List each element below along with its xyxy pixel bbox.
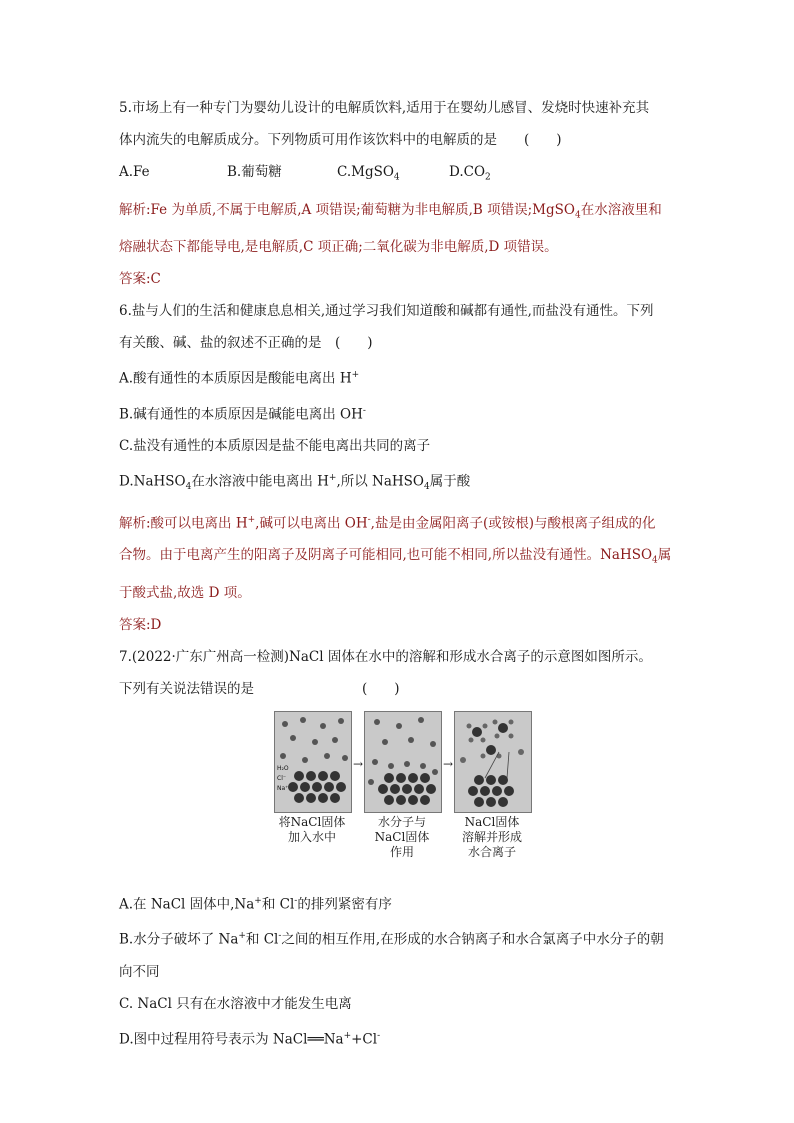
q5-option-c: C.MgSO$_4$ (337, 164, 400, 183)
q7-option-b-line1: B.水分子破坏了 Na+和 Cl-之间的相互作用,在形成的水合钠离子和水合氯离子中水分子的朝 (119, 931, 664, 948)
caption-panel-3: NaCl固体 溶解并形成 水合离子 (461, 814, 522, 859)
q5-option-b: B.葡萄糖 (227, 164, 282, 180)
q7-option-b-line2: 向不同 (119, 963, 160, 980)
panel-2-illustration (365, 712, 441, 812)
q7-stem-line1: 7.(2022·广东广州高一检测)NaCl 固体在水中的溶解和形成水合离子的示意图如图所示。 (119, 648, 652, 665)
q6-analysis-line1: 解析:酸可以电离出 H+,碱可以电离出 OH-,盐是由金属阳离子(或铵根)与酸根离子组成的化 (119, 514, 656, 532)
q6-option-d: D.NaHSO$_4$在水溶液中能电离出 H+,所以 NaHSO$_4$属于酸 (119, 473, 471, 493)
q5-analysis-line2: 熔融状态下都能导电,是电解质,C 项正确;二氧化碳为非电解质,D 项错误。 (119, 239, 558, 256)
q7-stem-line2: 下列有关说法错误的是 ( ) (119, 680, 400, 697)
caption-panel-1: 将NaCl固体 加入水中 (278, 814, 346, 844)
document-page (119, 92, 679, 1055)
q6-option-b: B.碱有通性的本质原因是碱能电离出 OH- (119, 405, 366, 423)
q5-stem-line1: 5.市场上有一种专门为婴幼儿设计的电解质饮料,适用于在婴幼儿感冒、发烧时快速补充其 (119, 100, 650, 116)
q6-stem-line2: 有关酸、碱、盐的叙述不正确的是 ( ) (119, 335, 373, 352)
q7-option-c: C. NaCl 只有在水溶液中才能发生电离 (119, 995, 352, 1012)
q7-option-d: D.图中过程用符号表示为 NaCl══Na++Cl- (119, 1030, 381, 1048)
q6-option-a: A.酸有通性的本质原因是酸能电离出 H+ (119, 370, 360, 387)
q5-stem-line2: 体内流失的电解质成分。下列物质可用作该饮料中的电解质的是 ( ) (119, 132, 562, 148)
q6-option-c: C.盐没有通性的本质原因是盐不能电离出共同的离子 (119, 438, 431, 455)
q5-option-d: $D.CO_2$ (449, 164, 491, 183)
q6-answer: 答案:D (119, 616, 162, 633)
q5-analysis-line1: 解析:Fe 为单质,不属于电解质,A 项错误;葡萄糖为非电解质,B 项错误;MgSO$_4$在水溶液里和 (119, 201, 662, 221)
panel-nacl-added (274, 711, 352, 813)
caption-panel-2: 水分子与 NaCl固体 作用 (374, 814, 430, 859)
q5-answer: 答案:C (119, 271, 161, 288)
nacl-dissolution-figure (119, 711, 679, 881)
label-h2o: H₂O (277, 764, 289, 772)
panel-water-interaction (364, 711, 442, 813)
label-cl: Cl⁻ (277, 774, 287, 782)
q5-option-a: A.Fe (119, 164, 150, 180)
label-na: Na⁺ (277, 784, 289, 792)
arrow-right-icon: → (443, 756, 454, 771)
panel-1-illustration (275, 712, 351, 812)
q7-option-a: A.在 NaCl 固体中,Na+和 Cl-的排列紧密有序 (119, 895, 392, 913)
q6-analysis-line3: 于酸式盐,故选 D 项。 (119, 584, 251, 601)
q5-options (119, 156, 679, 194)
q6-analysis-line2: 合物。由于电离产生的阳离子及阴离子可能相同,也可能不相同,所以盐没有通性。NaHSO$_4$属 (119, 547, 672, 566)
panel-hydrated-ions (454, 711, 532, 813)
q6-stem-line1: 6.盐与人们的生活和健康息息相关,通过学习我们知道酸和碱都有通性,而盐没有通性。下列 (119, 303, 654, 320)
arrow-right-icon: → (353, 756, 364, 771)
panel-3-illustration (455, 712, 531, 812)
